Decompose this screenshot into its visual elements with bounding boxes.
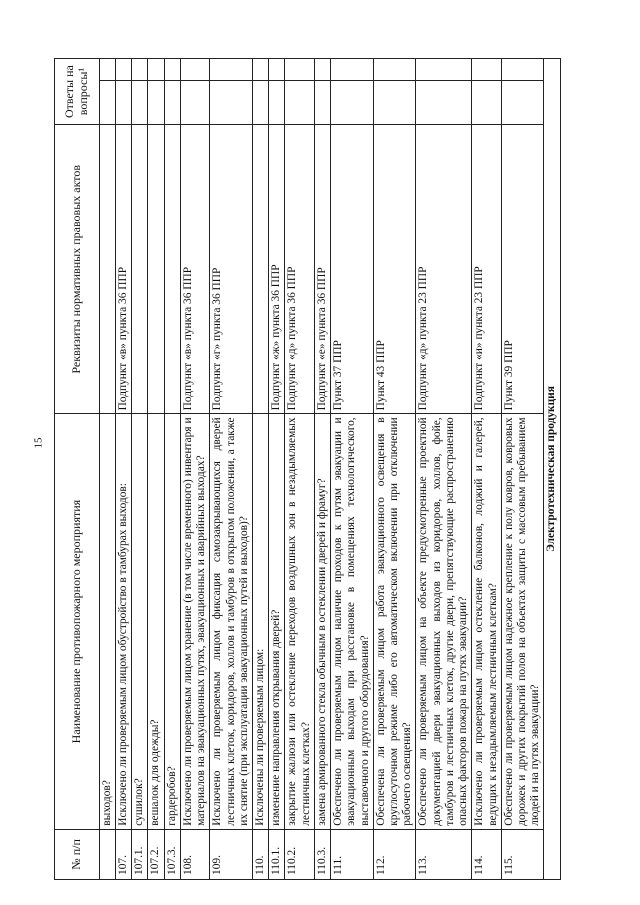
row-measure: замена армированного стекла обычным в остеклении дверей и фрамуг? (314, 414, 330, 829)
table-row (472, 59, 501, 880)
table-row (331, 59, 374, 880)
row-requisites (164, 125, 180, 414)
row-measure: изменение направления открывания дверей? (269, 414, 285, 829)
row-answer-cell[interactable] (180, 81, 209, 125)
row-measure: Исключены ли проверяемым лицом: (253, 414, 269, 829)
row-answer-cell-2[interactable] (148, 59, 164, 81)
row-requisites: Пункт 39 ППР (501, 125, 544, 414)
row-answer-cell-2[interactable] (501, 59, 544, 81)
row-answer-cell-2[interactable] (116, 59, 132, 81)
row-number: 109. (210, 829, 253, 879)
row-number: 115. (501, 829, 544, 879)
row-requisites: Подпункт «в» пункта 36 ППР (180, 125, 209, 414)
row-number: 110.2. (285, 829, 314, 879)
header-requisites: Реквизиты нормативных правовых актов (55, 125, 100, 414)
table-row (373, 59, 416, 880)
row-number: 107. (116, 829, 132, 879)
header-name: Наименование противопожарного мероприятия (55, 414, 100, 829)
row-measure: Обеспечено ли проверяемым лицом надежное крепление к полу ковров, ковровых дорожек и других покрытий полов на объектах защиты с массовым пребыванием людей и на путях эвакуации? (501, 414, 544, 829)
table-row (501, 59, 544, 880)
table-row (253, 59, 269, 880)
row-measure: гардеробов? (164, 414, 180, 829)
row-requisites: Подпункт «д» пункта 23 ППР (416, 125, 472, 414)
document-page (54, 58, 601, 880)
row-number: 107.1. (132, 829, 148, 879)
row-number: 107.2. (148, 829, 164, 879)
row-answer-cell[interactable] (210, 81, 253, 125)
row-number: 111. (331, 829, 374, 879)
rotated-table-container (54, 58, 601, 880)
row-number: 110.1. (269, 829, 285, 879)
table-body (99, 59, 560, 880)
table-row (180, 59, 209, 880)
checklist-table (54, 58, 561, 880)
row-number: 114. (472, 829, 501, 879)
table-row (269, 59, 285, 880)
row-answer-cell-2[interactable] (210, 59, 253, 81)
table-row (210, 59, 253, 880)
row-answer-cell[interactable] (416, 81, 472, 125)
row-number: 107.3. (164, 829, 180, 879)
row-requisites: Подпункт «в» пункта 36 ППР (116, 125, 132, 414)
row-measure: выходов? (99, 414, 115, 829)
row-requisites: Подпункт «и» пункта 23 ППР (472, 125, 501, 414)
row-requisites (99, 125, 115, 414)
table-row (314, 59, 330, 880)
row-measure: закрытие жалюзи или остекление переходов воздушных зон в незадымляемых лестничных клетках? (285, 414, 314, 829)
row-answer-cell[interactable] (148, 81, 164, 125)
row-answer-cell[interactable] (472, 81, 501, 125)
row-answer-cell-2[interactable] (164, 59, 180, 81)
row-answer-cell-2[interactable] (314, 59, 330, 81)
row-number: 108. (180, 829, 209, 879)
table-row (416, 59, 472, 880)
row-requisites (132, 125, 148, 414)
row-answer-cell[interactable] (285, 81, 314, 125)
row-number: 110.3. (314, 829, 330, 879)
row-requisites: Подпункт «ж» пункта 36 ППР (269, 125, 285, 414)
row-answer-cell[interactable] (99, 81, 115, 125)
row-number (99, 829, 115, 879)
row-requisites: Подпункт «д» пункта 36 ППР (285, 125, 314, 414)
table-row (164, 59, 180, 880)
table-row (132, 59, 148, 880)
row-answer-cell[interactable] (132, 81, 148, 125)
row-answer-cell[interactable] (373, 81, 416, 125)
row-answer-cell[interactable] (269, 81, 285, 125)
table-row (99, 59, 115, 880)
header-answers: Ответы на вопросы¹ (55, 59, 100, 125)
row-requisites: Подпункт «е» пункта 36 ППР (314, 125, 330, 414)
row-answer-cell-2[interactable] (180, 59, 209, 81)
row-answer-cell[interactable] (116, 81, 132, 125)
row-requisites (253, 125, 269, 414)
row-answer-cell-2[interactable] (269, 59, 285, 81)
row-measure: Исключено ли проверяемым лицом обустройство в тамбурах выходов: (116, 414, 132, 829)
row-number: 113. (416, 829, 472, 879)
section-row (544, 59, 560, 880)
row-answer-cell-2[interactable] (99, 59, 115, 81)
row-measure: Исключено ли проверяемым лицом фиксация самозакрывающихся дверей лестничных клеток, коридоров, холлов и тамбуров в открытом положении, а также их снятие (при эксплуатации эвакуационных путей и выходов)? (210, 414, 253, 829)
row-measure: сушилок? (132, 414, 148, 829)
table-header-row (55, 59, 100, 880)
row-answer-cell-2[interactable] (373, 59, 416, 81)
row-measure: Обеспечена ли проверяемым лицом работа эвакуационного освещения в круглосуточном режиме либо его автоматическом включении при отключении рабочего освещения? (373, 414, 416, 829)
table-row (285, 59, 314, 880)
header-num: № п/п (55, 829, 100, 879)
row-answer-cell[interactable] (314, 81, 330, 125)
row-requisites: Пункт 37 ППР (331, 125, 374, 414)
row-answer-cell-2[interactable] (472, 59, 501, 81)
row-answer-cell[interactable] (164, 81, 180, 125)
row-number: 112. (373, 829, 416, 879)
row-answer-cell-2[interactable] (253, 59, 269, 81)
row-answer-cell[interactable] (331, 81, 374, 125)
row-measure: Обеспечено ли проверяемым лицом наличие проходов к путям эвакуации и эвакуационным выходам при расстановке в помещениях технологического, выставочного и другого оборудования? (331, 414, 374, 829)
row-measure: Исключено ли проверяемым лицом хранение (в том числе временного) инвентаря и материалов на эвакуационных путях, эвакуационных и аварийных выходах? (180, 414, 209, 829)
section-title: Электротехническая продукция (544, 59, 560, 880)
row-answer-cell-2[interactable] (416, 59, 472, 81)
row-answer-cell[interactable] (253, 81, 269, 125)
row-requisites: Пункт 43 ППР (373, 125, 416, 414)
row-number: 110. (253, 829, 269, 879)
table-row (116, 59, 132, 880)
row-answer-cell-2[interactable] (132, 59, 148, 81)
row-measure: Исключено ли проверяемым лицом остекление балконов, лоджий и галерей, ведущих к незадымляемым лестничным клеткам? (472, 414, 501, 829)
row-measure: Обеспечено ли проверяемым лицом на объекте предусмотренные проектной документацией двери эвакуационных выходов из коридоров, холлов, фойе, тамбуров и лестничных клеток, другие двери, препятствующие распространению опасных факторов пожара на путях эвакуации? (416, 414, 472, 829)
page-number: 15 (32, 437, 45, 449)
row-answer-cell-2[interactable] (331, 59, 374, 81)
row-answer-cell[interactable] (501, 81, 544, 125)
row-requisites: Подпункт «г» пункта 36 ППР (210, 125, 253, 414)
row-requisites (148, 125, 164, 414)
table-row (148, 59, 164, 880)
row-answer-cell-2[interactable] (285, 59, 314, 81)
row-measure: вешалок для одежды? (148, 414, 164, 829)
